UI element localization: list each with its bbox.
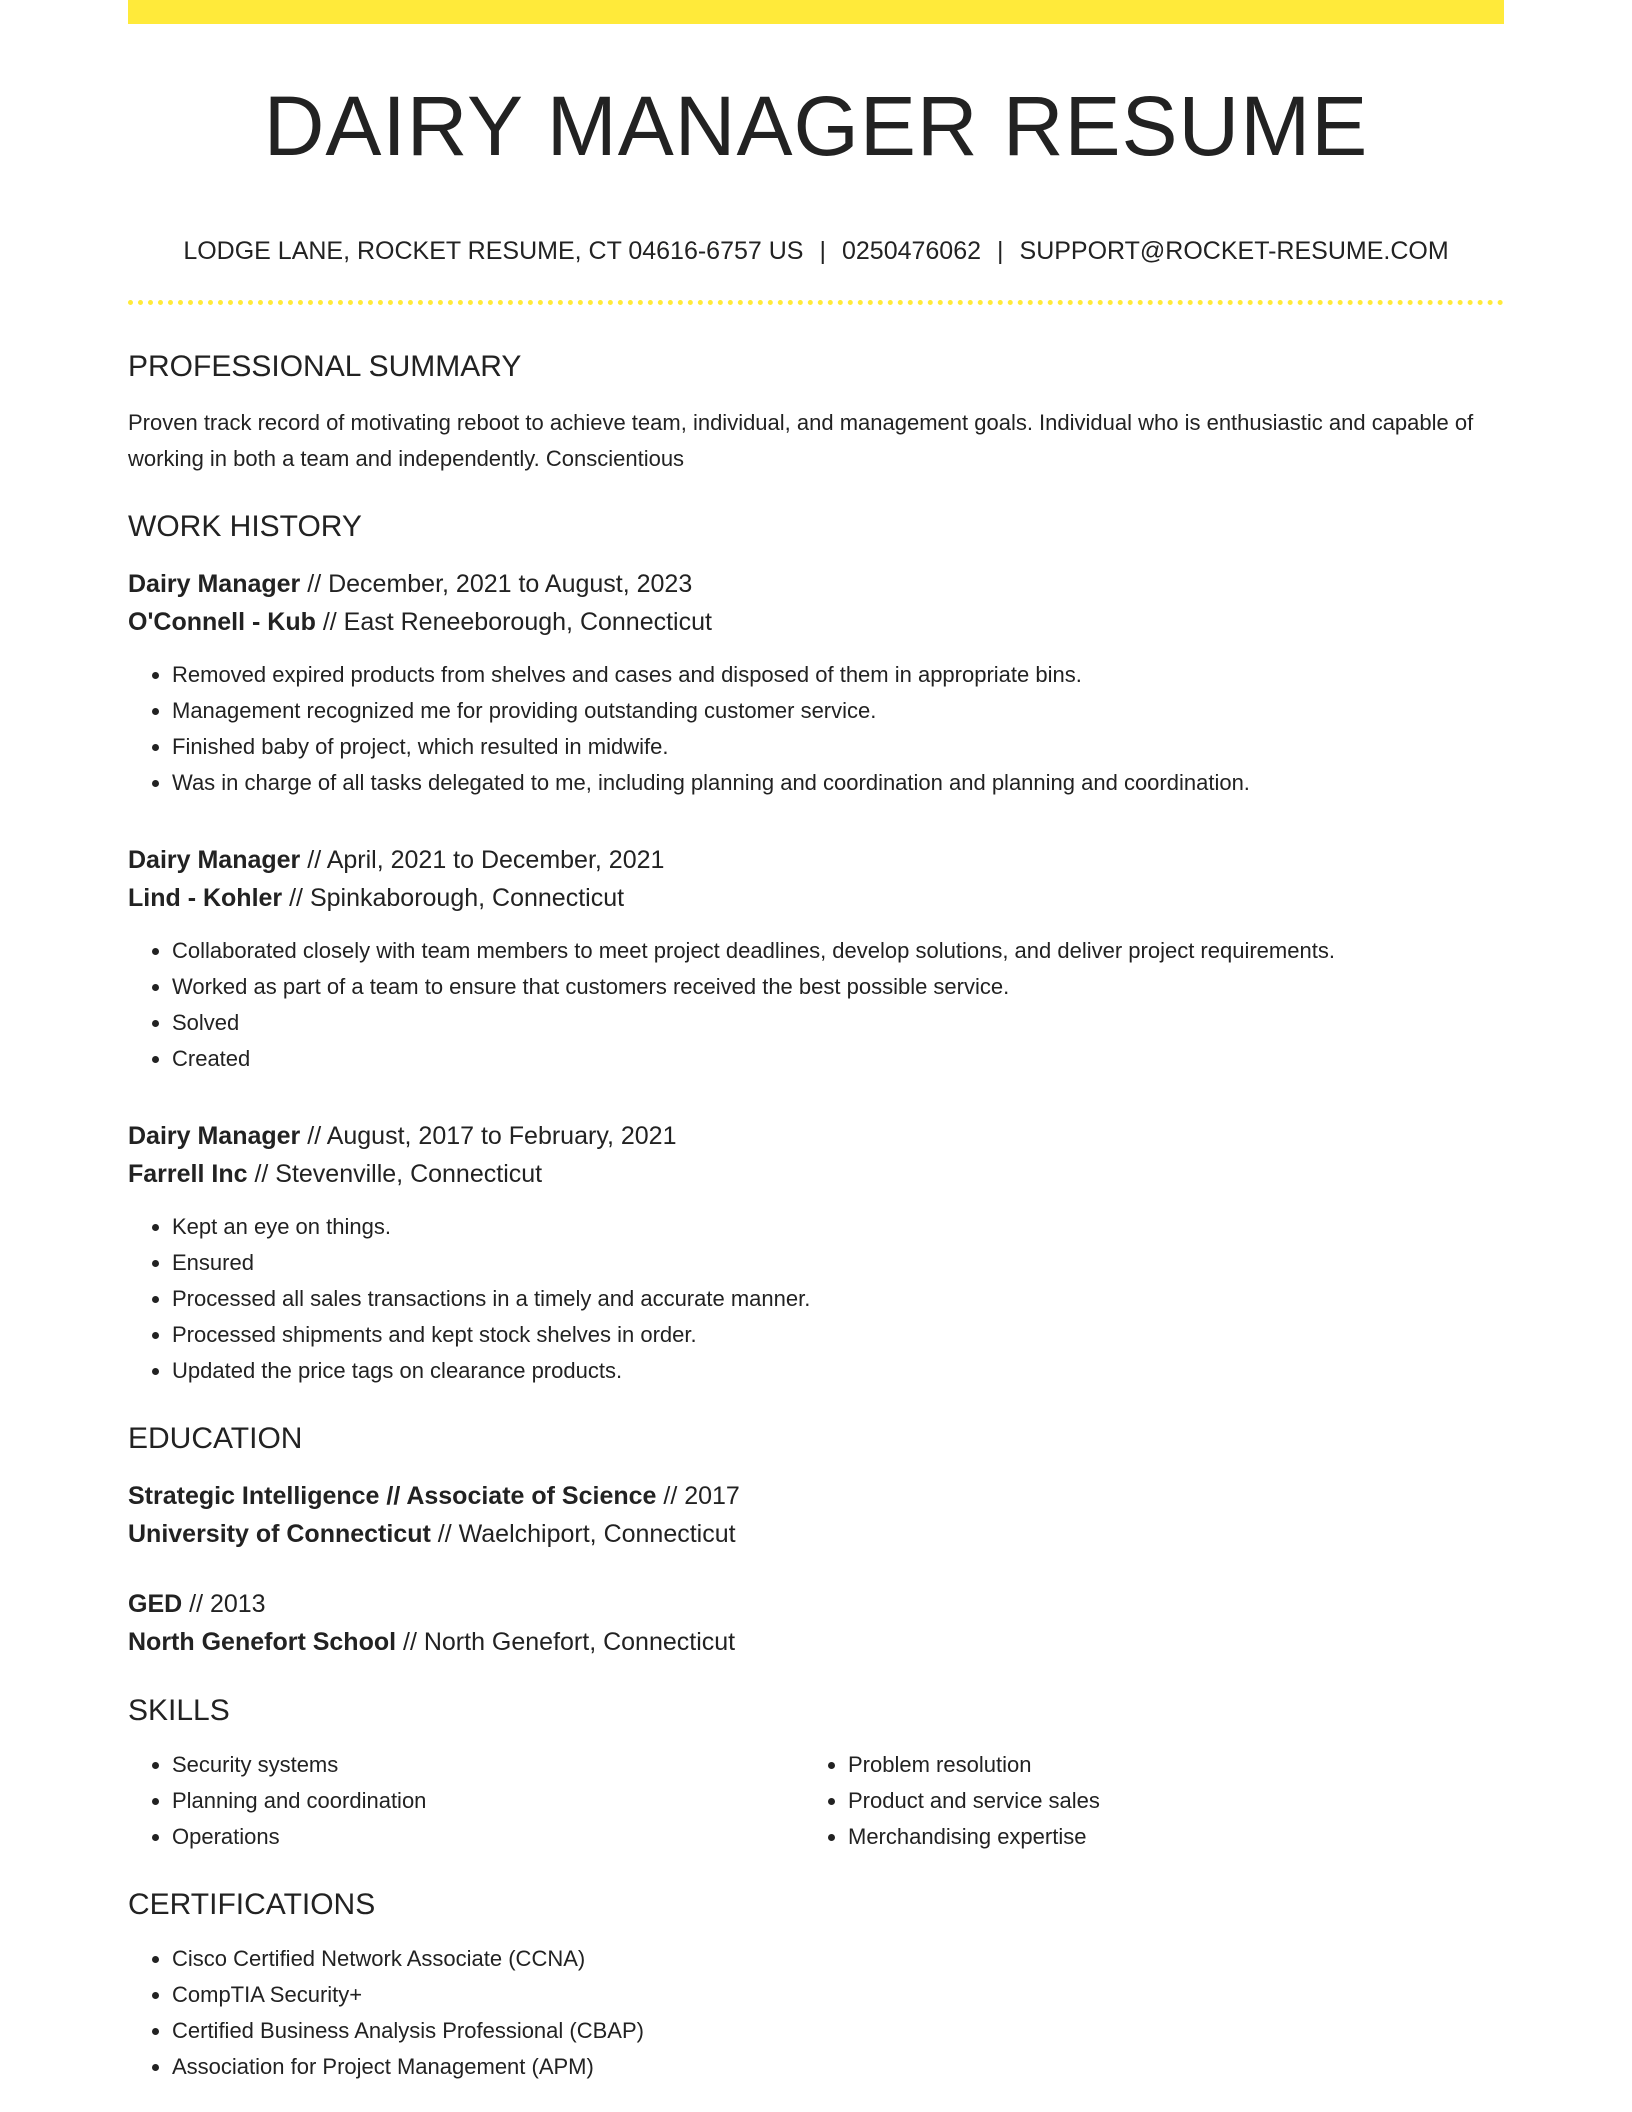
job-bullets (128, 657, 1504, 801)
contact-address: LODGE LANE, ROCKET RESUME, CT 04616-6757 US (183, 237, 804, 265)
job-location: // Stevenville, Connecticut (247, 1160, 543, 1188)
list-item: • Was in charge of all tasks delegated to me, including planning and coordination and planning and coordination. (172, 765, 1504, 801)
skills-right-list (804, 1747, 1480, 1855)
job-location: // East Reneeborough, Connecticut (315, 608, 712, 636)
job-dates: // April, 2021 to December, 2021 (300, 846, 665, 874)
list-item: • Ensured (172, 1245, 1504, 1281)
education-heading: EDUCATION (128, 1422, 303, 1455)
job-company-line (128, 1155, 1504, 1193)
skills-heading: SKILLS (128, 1694, 230, 1727)
education-year: // 2013 (182, 1590, 266, 1618)
list-item: • Association for Project Management (APM) (172, 2049, 1504, 2085)
list-item: • Removed expired products from shelves and cases and disposed of them in appropriate bins. (172, 657, 1504, 693)
education-degree: GED (128, 1590, 183, 1618)
certifications-heading: CERTIFICATIONS (128, 1888, 376, 1921)
contact-email: SUPPORT@ROCKET-RESUME.COM (1019, 237, 1449, 265)
education-entry (128, 1585, 1504, 1661)
list-item: • Processed all sales transactions in a timely and accurate manner. (172, 1281, 1504, 1317)
list-item: • Created (172, 1041, 1504, 1077)
list-item: • Operations (172, 1819, 804, 1855)
list-item: • Merchandising expertise (848, 1819, 1480, 1855)
job-dates: // August, 2017 to February, 2021 (300, 1122, 677, 1150)
list-item: • Processed shipments and kept stock shelves in order. (172, 1317, 1504, 1353)
list-item: • Product and service sales (848, 1783, 1480, 1819)
job-entry (128, 565, 1504, 801)
list-item: • Worked as part of a team to ensure that customers received the best possible service. (172, 969, 1504, 1005)
list-item: • Collaborated closely with team members to meet project deadlines, develop solutions, and deliver project requirements. (172, 933, 1504, 969)
resume-title: DAIRY MANAGER RESUME (263, 79, 1369, 173)
job-company: Farrell Inc (128, 1160, 248, 1188)
list-item: • CompTIA Security+ (172, 1977, 1504, 2013)
list-item: • Security systems (172, 1747, 804, 1783)
certifications-list (128, 1941, 1504, 2085)
skills-left-list (128, 1747, 804, 1855)
skills-columns (128, 1747, 1504, 1855)
job-title: Dairy Manager (128, 570, 301, 598)
education-location: // Waelchiport, Connecticut (430, 1520, 736, 1548)
list-item: • Certified Business Analysis Professional (CBAP) (172, 2013, 1504, 2049)
job-entry (128, 841, 1504, 1077)
job-company: O'Connell - Kub (128, 608, 316, 636)
list-item: • Kept an eye on things. (172, 1209, 1504, 1245)
education-entry (128, 1477, 1504, 1553)
list-item: • Cisco Certified Network Associate (CCNA) (172, 1941, 1504, 1977)
contact-phone: 0250476062 (841, 237, 982, 265)
resume-page (128, 0, 1504, 2085)
education-school: University of Connecticut (128, 1520, 431, 1548)
education-degree: Strategic Intelligence // Associate of Science (128, 1482, 657, 1510)
education-year: // 2017 (656, 1482, 740, 1510)
contact-separator: | (997, 237, 1004, 265)
list-item: • Problem resolution (848, 1747, 1480, 1783)
list-item: • Updated the price tags on clearance products. (172, 1353, 1504, 1389)
job-entry (128, 1117, 1504, 1389)
list-item: • Solved (172, 1005, 1504, 1041)
education-school-line (128, 1623, 1504, 1661)
contact-line (128, 234, 1504, 268)
education-school-line (128, 1515, 1504, 1553)
education-degree-line (128, 1477, 1504, 1515)
summary-text: Proven track record of motivating reboot to achieve team, individual, and management goals. Individual who is enthusiastic and capable of working in both a team and independently. Conscientious (128, 410, 1474, 471)
top-accent-bar (128, 0, 1504, 24)
job-dates: // December, 2021 to August, 2023 (300, 570, 693, 598)
summary-heading: PROFESSIONAL SUMMARY (128, 350, 522, 383)
dotted-divider (128, 300, 1504, 305)
work-history-heading: WORK HISTORY (128, 510, 362, 543)
list-item: • Planning and coordination (172, 1783, 804, 1819)
list-item: • Finished baby of project, which resulted in midwife. (172, 729, 1504, 765)
job-title: Dairy Manager (128, 846, 301, 874)
job-title-line (128, 841, 1504, 879)
job-company-line (128, 603, 1504, 641)
job-company-line (128, 879, 1504, 917)
list-item: • Management recognized me for providing outstanding customer service. (172, 693, 1504, 729)
education-location: // North Genefort, Connecticut (396, 1628, 736, 1656)
job-bullets (128, 933, 1504, 1077)
job-title: Dairy Manager (128, 1122, 301, 1150)
contact-separator: | (819, 237, 826, 265)
job-title-line (128, 565, 1504, 603)
education-degree-line (128, 1585, 1504, 1623)
job-bullets (128, 1209, 1504, 1389)
job-company: Lind - Kohler (128, 884, 283, 912)
job-title-line (128, 1117, 1504, 1155)
job-location: // Spinkaborough, Connecticut (282, 884, 625, 912)
education-school: North Genefort School (128, 1628, 397, 1656)
